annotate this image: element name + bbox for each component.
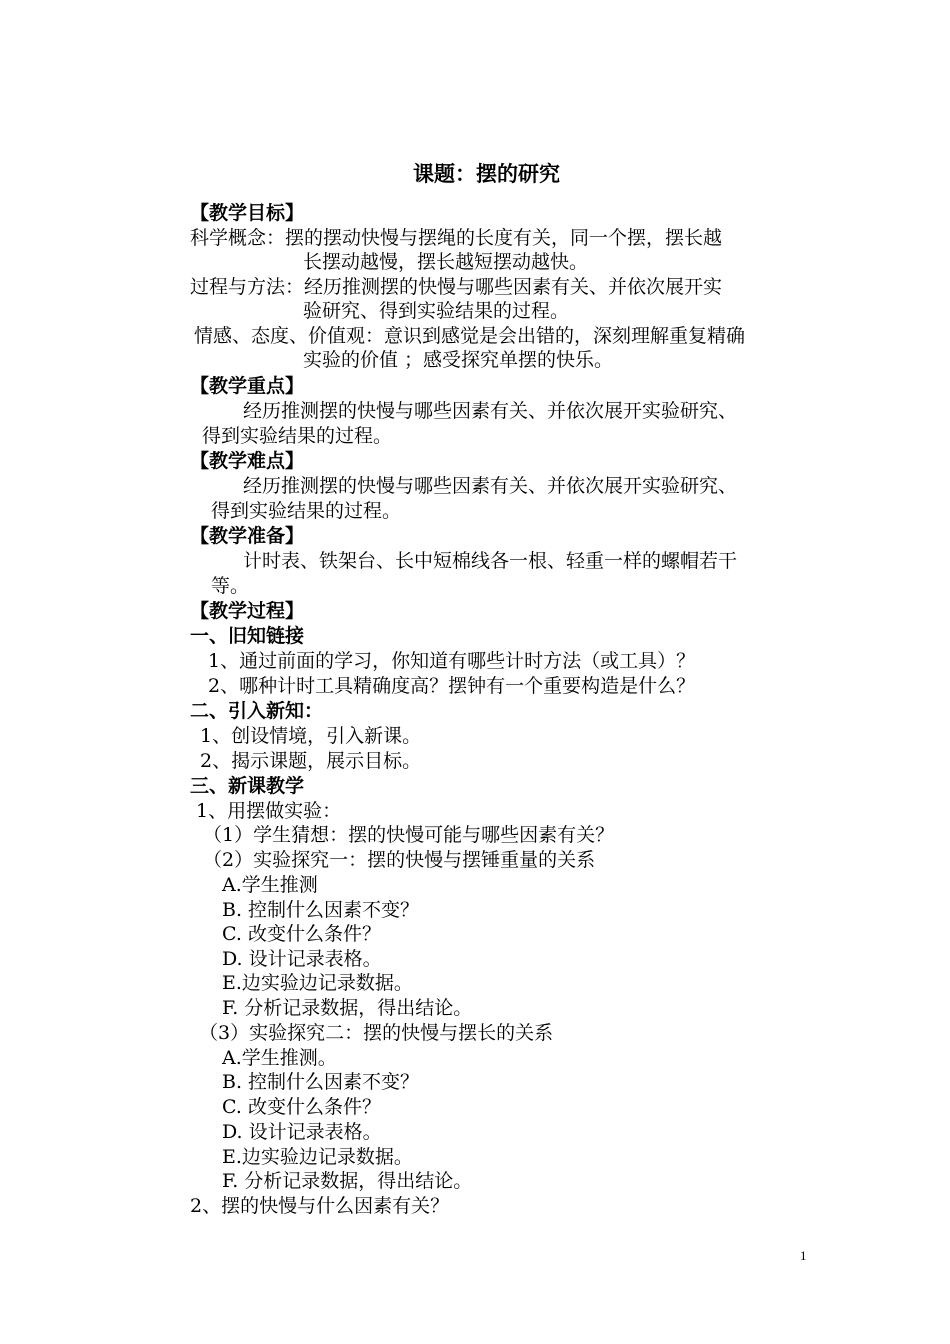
key-points-line-1: 经历推测摆的快慢与哪些因素有关、并依次展开实验研究、 <box>243 400 738 422</box>
experiment-2-step-e: E.边实验边记录数据。 <box>222 1146 413 1168</box>
difficulties-heading: 【教学难点】 <box>190 450 305 472</box>
concept-line-2: 长摆动越慢，摆长越短摆动越快。 <box>303 251 589 273</box>
experiment-1-step-b: B. 控制什么因素不变？ <box>222 899 420 921</box>
intro-item-1: 1、创设情境，引入新课。 <box>200 725 422 747</box>
process-heading: 【教学过程】 <box>190 600 305 622</box>
new-lesson-step-2: 2、摆的快慢与什么因素有关？ <box>190 1195 450 1217</box>
preparation-line-1: 计时表、铁架台、长中短棉线各一根、轻重一样的螺帽若干 <box>243 550 738 572</box>
new-lesson-step-1: 1、用摆做实验： <box>196 800 342 822</box>
review-heading: 一、旧知链接 <box>190 625 305 647</box>
experiment-2-step-a: A.学生推测。 <box>222 1047 337 1069</box>
experiment-1-step-a: A.学生推测 <box>222 874 318 896</box>
difficulties-line-1: 经历推测摆的快慢与哪些因素有关、并依次展开实验研究、 <box>243 475 738 497</box>
review-question-2: 2、哪种计时工具精确度高？摆钟有一个重要构造是什么？ <box>208 675 696 697</box>
page-number: 1 <box>800 1248 807 1263</box>
attitude-line-1: 情感、态度、价值观：意识到感觉是会出错的，深刻理解重复精确 <box>194 325 746 347</box>
experiment-1-step-e: E.边实验边记录数据。 <box>222 972 413 994</box>
preparation-line-2: 等。 <box>211 575 250 597</box>
experiment-2-step-b: B. 控制什么因素不变？ <box>222 1071 420 1093</box>
new-lesson-heading: 三、新课教学 <box>190 775 305 797</box>
intro-item-2: 2、揭示课题，展示目标。 <box>200 750 422 772</box>
experiment-2-step-d: D. 设计记录表格。 <box>222 1121 382 1143</box>
experiment-1-step-f: F. 分析记录数据，得出结论。 <box>222 997 473 1019</box>
experiment-1-title: （2）实验探究一：摆的快慢与摆锤重量的关系 <box>203 849 596 871</box>
experiment-2-title: （3）实验探究二：摆的快慢与摆长的关系 <box>199 1022 554 1044</box>
process-line-2: 验研究、得到实验结果的过程。 <box>303 300 570 322</box>
process-line-1: 过程与方法：经历推测摆的快慢与哪些因素有关、并依次展开实 <box>190 276 723 298</box>
key-points-heading: 【教学重点】 <box>190 375 305 397</box>
experiment-2-step-c: C. 改变什么条件？ <box>222 1096 381 1118</box>
difficulties-line-2: 得到实验结果的过程。 <box>211 500 402 522</box>
review-question-1: 1、通过前面的学习，你知道有哪些计时方法（或工具）？ <box>208 650 696 672</box>
concept-line-1: 科学概念：摆的摆动快慢与摆绳的长度有关，同一个摆，摆长越 <box>190 227 723 249</box>
key-points-line-2: 得到实验结果的过程。 <box>202 425 393 447</box>
student-guess: （1）学生猜想：摆的快慢可能与哪些因素有关？ <box>203 824 615 846</box>
preparation-heading: 【教学准备】 <box>190 525 305 547</box>
page-title: 课题：摆的研究 <box>413 162 560 186</box>
objectives-heading: 【教学目标】 <box>190 202 305 224</box>
experiment-1-step-d: D. 设计记录表格。 <box>222 948 382 970</box>
experiment-2-step-f: F. 分析记录数据，得出结论。 <box>222 1170 473 1192</box>
experiment-1-step-c: C. 改变什么条件？ <box>222 923 381 945</box>
intro-heading: 二、引入新知： <box>190 700 324 722</box>
attitude-line-2: 实验的价值 ；感受探究单摆的快乐。 <box>303 349 614 371</box>
